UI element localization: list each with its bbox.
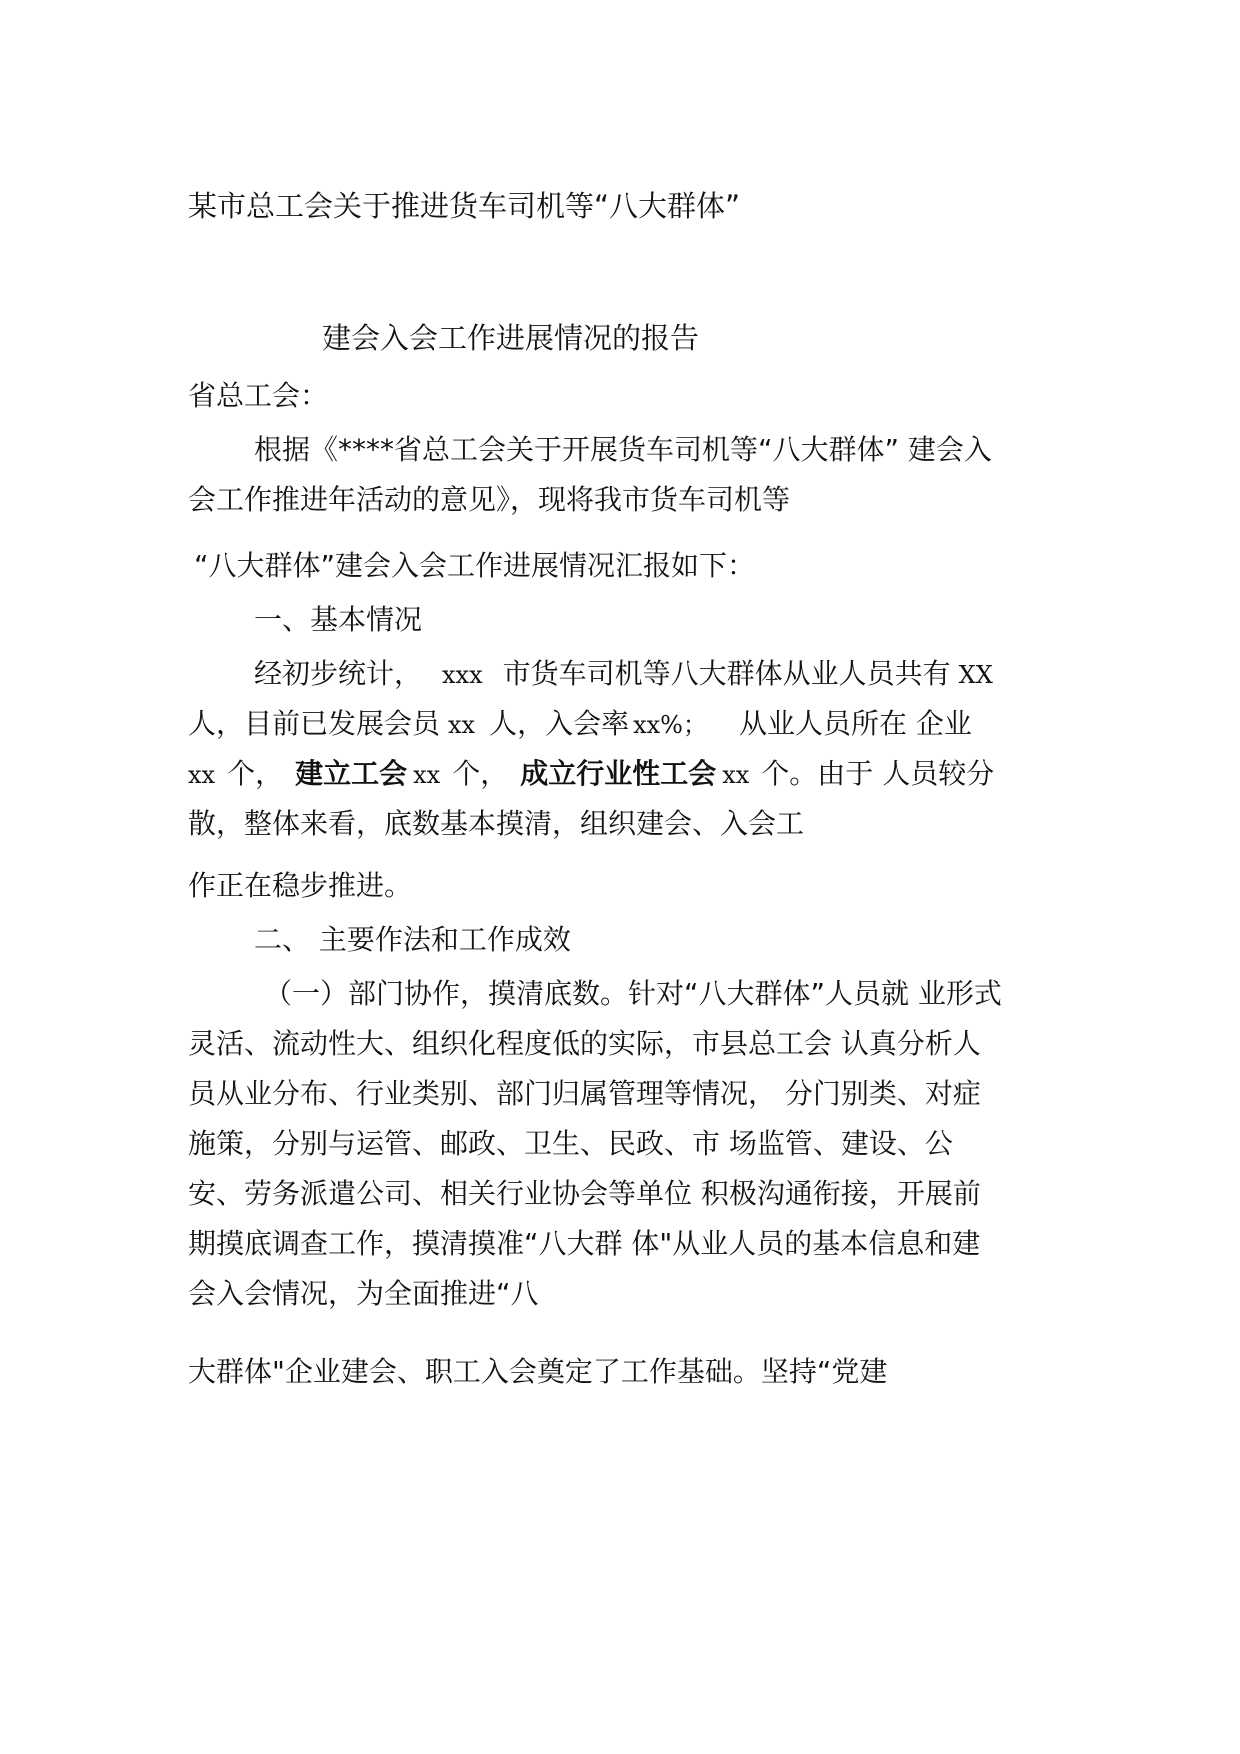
text-span: 市货车司机等八大群体从业人员共有 [502,657,951,690]
placeholder-span: xx [413,761,441,789]
section-1-line-5: 作正在稳步推进。 [188,869,413,902]
placeholder-span: xx [448,711,476,739]
text-span: 人，目前已发展会员 [188,707,441,740]
placeholder-span: xx [722,761,750,789]
section-1-line-4: 散，整体来看，底数基本摸清，组织建会、入会工 [188,807,805,840]
text-span: 个， [227,757,284,790]
placeholder-span: XX [958,661,993,689]
text-span: 个， [452,757,509,790]
section-2-heading: 二、 主要作法和工作成效 [254,923,571,956]
title-line-1: 某市总工会关于推进货车司机等“八大群体” [188,189,741,223]
section-2-line-4: 施策，分别与运管、邮政、卫生、民政、市 场监管、建设、公 [188,1127,953,1160]
intro-line-2: 会工作推进年活动的意见》，现将我市货车司机等 [188,483,791,516]
section-1-heading: 一、基本情况 [254,603,423,636]
text-span: 从业人员所在 企业 [738,707,972,740]
section-2-line-2: 灵活、流动性大、组织化程度低的实际，市县总工会 认真分析人 [188,1027,981,1060]
section-1-line-1 [254,654,993,695]
text-span: 人，入会率 [489,707,630,740]
section-2-line-6: 期摸底调查工作，摸清摸准“八大群 体"从业人员的基本信息和建 [188,1227,981,1260]
salutation: 省总工会： [188,379,329,412]
section-2-line-8: 大群体"企业建会、职工入会奠定了工作基础。坚持“党建 [188,1355,888,1388]
intro-line-3: “八大群体”建会入会工作进展情况汇报如下： [194,549,756,582]
section-1-line-2 [188,704,972,745]
text-span: 个。由于 人员较分 [761,757,995,790]
bold-span: 建立工会 [295,757,408,790]
intro-line-1: 根据《****省总工会关于开展货车司机等“八大群体” 建会入 [254,433,992,466]
rate-span: xx%； [633,711,707,739]
section-2-line-1: （一）部门协作，摸清底数。针对“八大群体”人员就 业形式 [264,977,1002,1010]
section-2-line-3: 员从业分布、行业类别、部门归属管理等情况， 分门别类、对症 [188,1077,981,1110]
title-line-2: 建会入会工作进展情况的报告 [322,321,700,355]
bold-span: 成立行业性工会 [520,757,717,790]
placeholder-span: xx [188,761,216,789]
section-2-line-7: 会入会情况，为全面推进“八 [188,1277,539,1310]
section-1-line-3 [188,754,994,795]
text-span: 经初步统计， [254,657,423,690]
placeholder-span: xxx [442,661,483,689]
section-2-line-5: 安、劳务派遣公司、相关行业协会等单位 积极沟通衔接，开展前 [188,1177,981,1210]
